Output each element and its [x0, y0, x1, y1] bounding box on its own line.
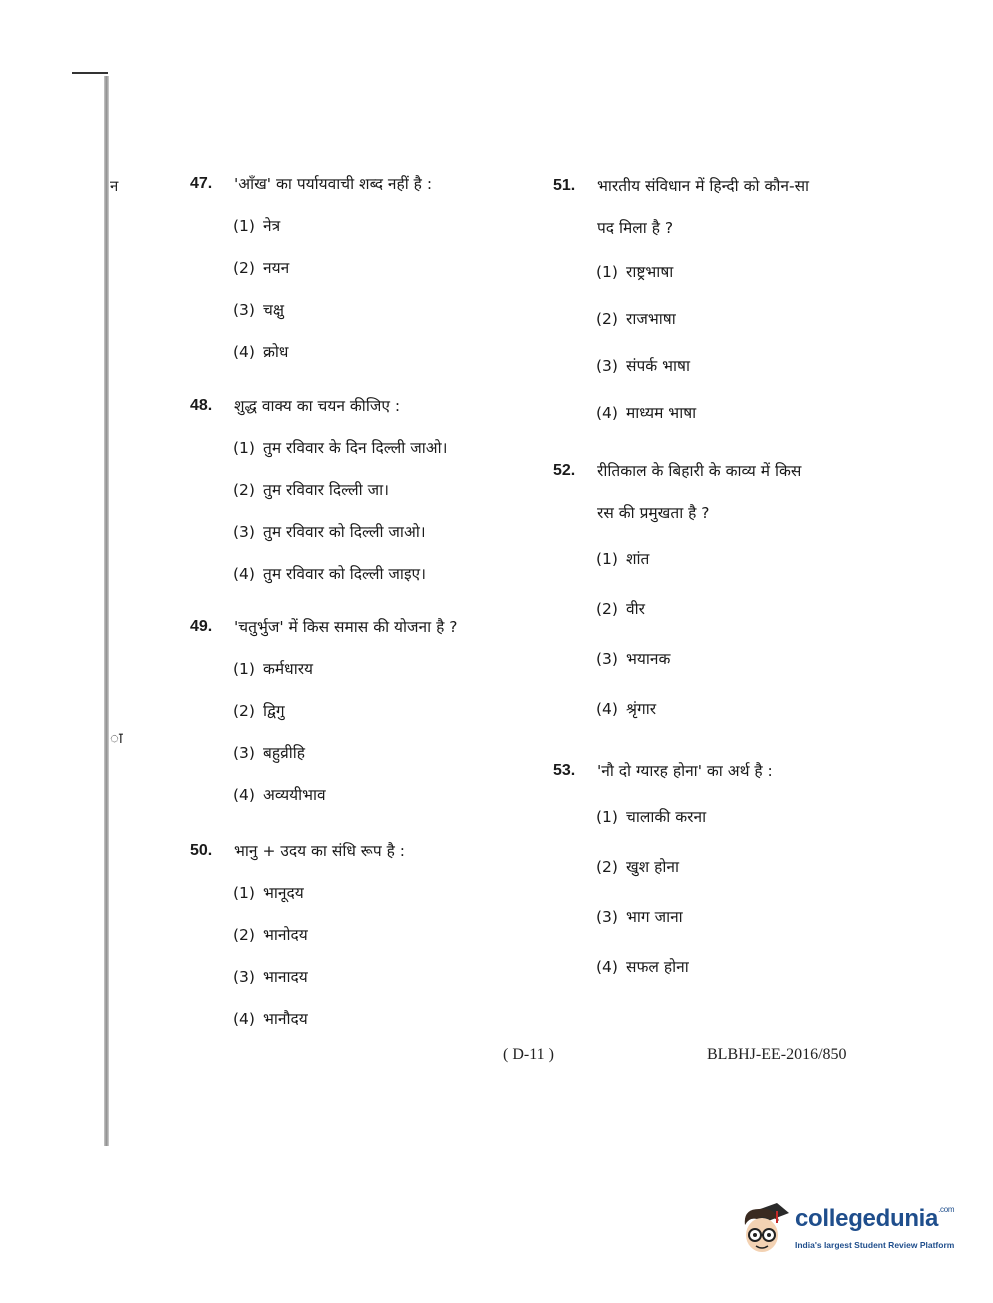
option: (4) क्रोध — [233, 343, 289, 361]
option: (4) भानौदय — [233, 1010, 308, 1028]
question-47 — [190, 163, 520, 373]
question-text: भानु + उदय का संधि रूप है : — [234, 842, 405, 860]
scan-top-mark — [72, 72, 108, 74]
option: (3) भाग जाना — [596, 908, 683, 926]
question-number: 53. — [553, 762, 576, 779]
question-48 — [190, 385, 520, 595]
option: (2) राजभाषा — [596, 310, 676, 328]
question-number: 50. — [190, 842, 213, 859]
edge-cut-char: ा — [110, 729, 123, 747]
option: (4) तुम रविवार को दिल्ली जाइए। — [233, 565, 427, 583]
question-text: रीतिकाल के बिहारी के काव्य में किस रस की प्रमुखता है ? — [597, 462, 802, 522]
option: (4) अव्ययीभाव — [233, 786, 326, 804]
option: (2) भानोदय — [233, 926, 308, 944]
option: (1) तुम रविवार के दिन दिल्ली जाओ। — [233, 439, 448, 457]
collegedunia-logo — [735, 1195, 965, 1265]
option: (3) संपर्क भाषा — [596, 357, 690, 375]
question-number: 48. — [190, 397, 213, 414]
question-50 — [190, 830, 520, 1040]
student-mascot-icon — [735, 1195, 793, 1265]
option: (2) खुश होना — [596, 858, 680, 876]
option: (2) नयन — [233, 259, 290, 277]
option: (1) शांत — [596, 550, 650, 568]
question-text: 'आँख' का पर्यायवाची शब्द नहीं है : — [234, 175, 433, 193]
question-49 — [190, 606, 520, 816]
option: (4) श्रृंगार — [596, 700, 657, 718]
logo-wordmark: collegedunia$^{.com}$ — [795, 1205, 955, 1232]
option: (1) भानूदय — [233, 884, 304, 902]
option: (4) सफल होना — [596, 958, 689, 976]
option: (1) नेत्र — [233, 217, 281, 235]
option: (2) वीर — [596, 600, 645, 618]
question-51 — [553, 165, 873, 437]
question-number: 52. — [553, 462, 576, 479]
option: (1) कर्मधारय — [233, 660, 314, 678]
option: (2) तुम रविवार दिल्ली जा। — [233, 481, 389, 499]
question-text: 'चतुर्भुज' में किस समास की योजना है ? — [234, 618, 458, 636]
option: (4) माध्यम भाषा — [596, 404, 697, 422]
question-text: 'नौ दो ग्यारह होना' का अर्थ है : — [597, 762, 773, 780]
option: (3) चक्षु — [233, 301, 284, 319]
option: (1) चालाकी करना — [596, 808, 707, 826]
option: (3) तुम रविवार को दिल्ली जाओ। — [233, 523, 426, 541]
question-text: शुद्ध वाक्य का चयन कीजिए : — [234, 397, 401, 415]
logo-tagline: India's largest Student Review Platform — [795, 1240, 955, 1250]
option: (3) भानादय — [233, 968, 308, 986]
question-52 — [553, 450, 873, 734]
question-text: भारतीय संविधान में हिन्दी को कौन-सा पद मिला है ? — [597, 177, 810, 237]
option: (3) बहुव्रीहि — [233, 744, 305, 762]
page-number: ( D-11 ) — [503, 1046, 554, 1063]
question-number: 51. — [553, 177, 576, 194]
question-number: 49. — [190, 618, 213, 635]
edge-cut-char: न — [110, 177, 119, 195]
scan-binding-line — [104, 76, 109, 1146]
option: (1) राष्ट्रभाषा — [596, 263, 674, 281]
option: (2) द्विगु — [233, 702, 285, 720]
question-number: 47. — [190, 175, 213, 192]
paper-code: BLBHJ-EE-2016/850 — [707, 1046, 847, 1063]
question-53 — [553, 750, 873, 992]
option: (3) भयानक — [596, 650, 671, 668]
